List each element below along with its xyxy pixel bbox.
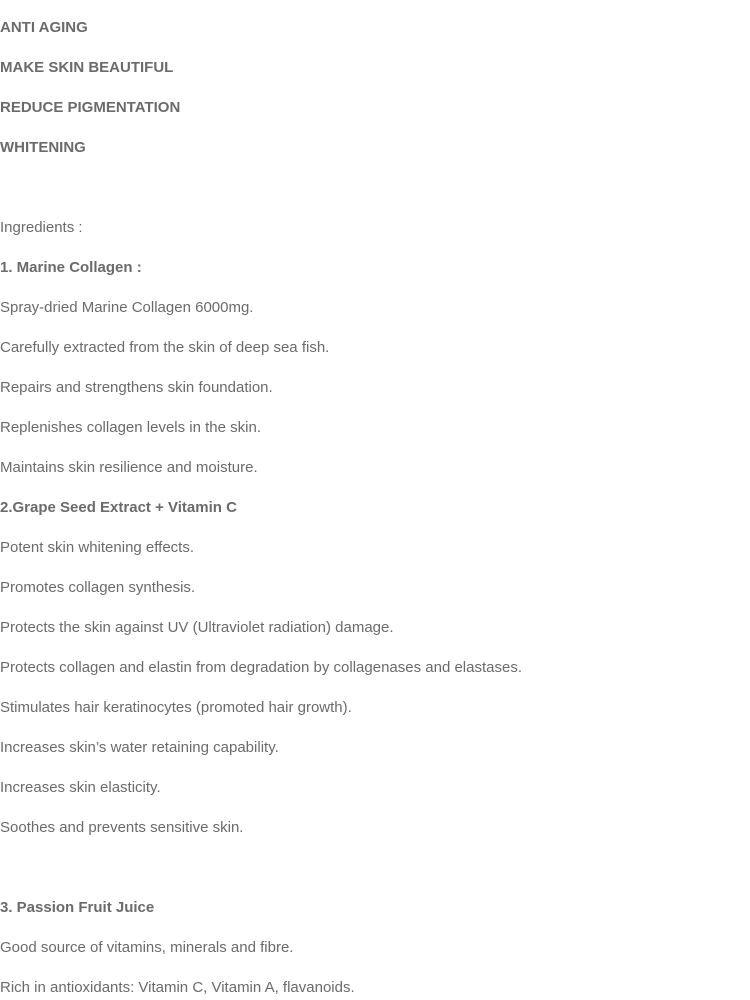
section-title-grape-seed-extract: 2.Grape Seed Extract + Vitamin C [0,499,237,516]
list-item: Protects the skin against UV (Ultraviolet radiation) damage. [0,619,394,636]
list-item: Rich in antioxidants: Vitamin C, Vitamin A, flavanoids. [0,979,355,996]
list-item: Protects collagen and elastin from degradation by collagenases and elastases. [0,659,522,676]
list-item: Increases skin elasticity. [0,779,161,796]
list-item: Spray-dried Marine Collagen 6000mg. [0,299,254,316]
list-item: Stimulates hair keratinocytes (promoted hair growth). [0,699,352,716]
list-item: Repairs and strengthens skin foundation. [0,379,273,396]
list-item: Soothes and prevents sensitive skin. [0,819,244,836]
list-item: Potent skin whitening effects. [0,539,195,556]
list-item: Promotes collagen synthesis. [0,579,196,596]
section-title-passion-fruit-juice: 3. Passion Fruit Juice [0,899,155,916]
section-title-marine-collagen: 1. Marine Collagen : [0,259,142,276]
ingredients-label: Ingredients : [0,219,83,236]
benefit-anti-aging: ANTI AGING [0,19,88,36]
list-item: Good source of vitamins, minerals and fibre. [0,939,294,956]
list-item: Maintains skin resilience and moisture. [0,459,258,476]
benefit-whitening: WHITENING [0,139,86,156]
list-item: Increases skin’s water retaining capability. [0,739,279,756]
list-item: Replenishes collagen levels in the skin. [0,419,261,436]
benefit-reduce-pigmentation: REDUCE PIGMENTATION [0,99,181,116]
benefit-make-skin-beautiful: MAKE SKIN BEAUTIFUL [0,59,174,76]
list-item: Carefully extracted from the skin of deep sea fish. [0,339,330,356]
